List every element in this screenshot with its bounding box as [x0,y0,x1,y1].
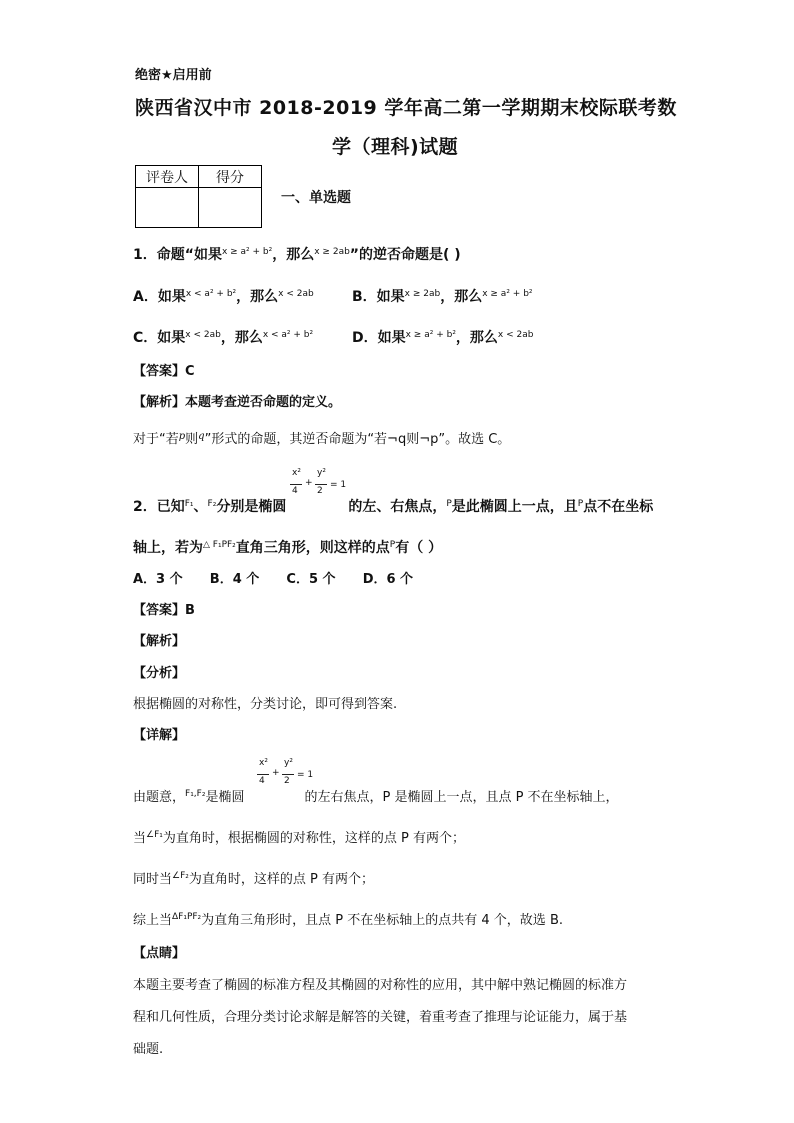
q2-comment-line1: 本题主要考查了椭圆的标准方程及其椭圆的对称性的应用，其中解中熟记椭圆的标准方 [133,978,628,993]
q2-d2b: 为直角时，根据椭圆的对称性，这样的点 P 有两个； [162,831,465,846]
q2-analysis: 【解析】 [133,634,186,649]
ellipse-x-num: x² [292,468,301,478]
ellipse-x-bar [290,484,302,485]
q1-mid: ，那么 [272,247,315,263]
q1-option-d-then: ，那么 [455,330,498,346]
detail-ellipse-x-num: x² [259,758,268,768]
q1-explain-c: ”形式的命题，其逆否命题为“若¬q则¬p”。故选 C。 [204,432,511,447]
q2-fenxi-heading: 【分析】 [133,666,186,681]
q2-triangle: △ F₁PF₂ [203,540,236,550]
detail-ellipse-eq: = 1 [297,770,314,780]
q2-l2a: 轴上，若为 [133,540,203,556]
ellipse-y-bar [315,484,327,485]
q1-explain-q: q [198,431,205,442]
q2-d4a: 综上当 [133,913,173,928]
q1-option-b-concl: x ≥ a² + b² [482,289,533,299]
score-table-cell-grader [136,188,199,228]
q1-option-d-concl: x < 2ab [497,330,534,340]
q2-p3: P [389,540,396,550]
q1-explain-b: 则 [185,432,199,447]
q2-p2: P [577,499,584,509]
page-title-line2: 学（理科)试题 [332,136,459,158]
q1-stem [133,244,461,264]
q2-sep: 、 [193,499,208,515]
ellipse-y-num: y² [317,468,326,478]
ellipse-eq: = 1 [330,480,347,490]
q2-d1-foci: F₁,F₂ [185,789,206,799]
q2-l1d: 是此椭圆上一点，且 [451,499,578,515]
detail-ellipse-plus: + [272,768,280,778]
q2-p: P [446,499,452,509]
q2-d3-angle: ∠F₂ [172,871,189,881]
q2-d3b: 为直角时，这样的点 P 有两个； [188,872,374,887]
q2-d4b: 为直角三角形时，且点 P 不在坐标轴上的点共有 4 个，故选 B. [201,913,563,928]
score-table-header-score: 得分 [199,166,262,188]
q2-d2-angle: ∠F₁ [146,830,163,840]
q1-option-a-cond: x < a² + b² [185,289,237,299]
q1-option-b-then: ，那么 [440,289,483,305]
q1-analysis-text: 【解析】本题考查逆否命题的定义。 [133,395,342,410]
score-table-header-grader: 评卷人 [136,166,199,188]
detail-ellipse-x-den: 4 [259,776,265,786]
q2-d1c: 的左右焦点，P 是椭圆上一点，且点 P 不在坐标轴上， [304,790,619,805]
q1-option-c-label: C．如果 [133,330,186,346]
q1-option-a [133,286,314,306]
q1-option-c [133,327,313,347]
q2-d4-triangle: ΔF₁PF₂ [172,912,202,922]
q1-explain-p: p [178,431,186,442]
q2-d3a: 同时当 [133,872,173,887]
q1-option-c-cond: x < 2ab [185,330,221,340]
detail-ellipse-y-den: 2 [284,776,290,786]
q2-f2: F₂ [207,499,217,509]
q1-option-c-then: ，那么 [220,330,263,346]
confidential-mark: 绝密★启用前 [135,68,212,83]
q1-option-b-cond: x ≥ 2ab [404,289,441,299]
q2-d2a: 当 [133,831,147,846]
q2-comment-heading: 【点睛】 [133,946,186,961]
q1-option-a-label: A．如果 [133,289,186,305]
ellipse-x-den: 4 [292,486,298,496]
q1-option-d-label: D．如果 [352,330,406,346]
page-title-line1: 陕西省汉中市 2018-2019 学年高二第一学期期末校际联考数 [135,97,677,119]
q2-fenxi-text: 根据椭圆的对称性，分类讨论，即可得到答案. [133,697,398,712]
q2-l2b: 直角三角形，则这样的点 [235,540,390,556]
q2-stem-line2 [133,537,442,557]
score-table-cell-score [199,188,262,228]
q1-explain-a: 对于“若 [133,432,179,447]
detail-ellipse-y-num: y² [284,758,293,768]
q1-option-b [352,286,533,306]
q2-l2c: 有（ ） [395,540,443,556]
q2-options: A．3 个 B．4 个 C．5 个 D．6 个 [133,572,414,587]
q2-l1e: 点不在坐标 [583,499,654,515]
q2-comment-line3: 础题. [133,1042,164,1057]
q2-stem-line1 [133,496,653,516]
q1-option-d-cond: x ≥ a² + b² [405,330,456,340]
q2-detail-line2 [133,827,465,846]
q2-ellipse-formula [290,468,354,508]
q2-detail-line1 [133,786,619,805]
q1-answer: 【答案】C [133,364,195,379]
q1-option-a-then: ，那么 [236,289,279,305]
q2-d1a: 由题意， [133,790,186,805]
q1-option-b-label: B．如果 [352,289,405,305]
q2-l1a: 2．已知 [133,499,185,515]
q1-option-a-concl: x < 2ab [278,289,314,299]
q1-suffix: ”的逆否命题是( ) [349,247,461,263]
score-table [135,165,262,228]
q2-f1: F₁ [184,499,194,509]
q2-detail-heading: 【详解】 [133,728,186,743]
q1-option-c-concl: x < a² + b² [262,330,314,340]
q2-answer: 【答案】B [133,603,195,618]
q2-detail-line3 [133,868,374,887]
q2-d1b: 是椭圆 [205,790,245,805]
q1-explanation [133,428,510,447]
section-heading: 一、单选题 [281,190,351,206]
q2-l1b: 分别是椭圆 [216,499,287,515]
ellipse-plus: + [305,478,313,488]
q1-conclusion: x ≥ 2ab [314,247,350,257]
ellipse-y-den: 2 [317,486,323,496]
q2-comment-line2: 程和几何性质，合理分类讨论求解是解答的关键，着重考查了推理与论证能力，属于基 [133,1010,628,1025]
q1-analysis [133,391,341,410]
detail-ellipse-y-bar [282,774,294,775]
q2-l1c: 的左、右焦点， [348,499,447,515]
q1-condition: x ≥ a² + b² [221,247,273,257]
detail-ellipse-x-bar [257,774,269,775]
q2-detail-line4 [133,909,563,928]
q1-option-d [352,327,533,347]
q1-prefix: 1．命题“如果 [133,247,222,263]
